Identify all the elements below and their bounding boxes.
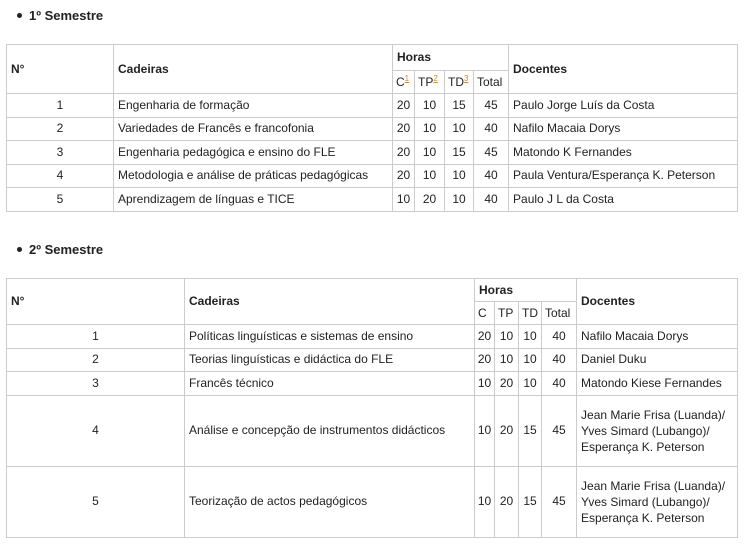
- cell-tp: 10: [495, 325, 519, 349]
- cell-no: 1: [7, 94, 114, 118]
- cell-total: 40: [474, 117, 509, 141]
- semester-2-title: 2º Semestre: [29, 242, 104, 257]
- header-no: N°: [7, 279, 185, 325]
- cell-total: 45: [474, 94, 509, 118]
- header-horas: Horas: [475, 279, 577, 302]
- cell-td: 15: [519, 466, 542, 537]
- cell-total: 40: [542, 325, 577, 349]
- cell-tp: 20: [415, 188, 445, 212]
- bullet-icon: [17, 13, 22, 18]
- cell-c: 20: [393, 94, 415, 118]
- header-cadeiras: Cadeiras: [114, 45, 393, 94]
- table-row: [7, 188, 738, 212]
- cell-no: 4: [7, 164, 114, 188]
- table-header-row: [7, 279, 738, 302]
- cell-cadeira: Aprendizagem de línguas e TICE: [114, 188, 393, 212]
- cell-tp: 10: [415, 164, 445, 188]
- cell-tp: 10: [495, 348, 519, 372]
- cell-c: 20: [393, 141, 415, 165]
- header-c: C: [475, 302, 495, 325]
- cell-td: 15: [519, 395, 542, 466]
- cell-tp: 20: [495, 466, 519, 537]
- cell-docentes: Paulo J L da Costa: [509, 188, 738, 212]
- cell-cadeira: Engenharia pedagógica e ensino do FLE: [114, 141, 393, 165]
- cell-tp: 20: [495, 372, 519, 396]
- cell-docentes: Daniel Duku: [577, 348, 738, 372]
- cell-no: 5: [7, 466, 185, 537]
- cell-docentes: Jean Marie Frisa (Luanda)/ Yves Simard (Lubango)/ Esperança K. Peterson: [577, 466, 738, 537]
- cell-docentes: Paulo Jorge Luís da Costa: [509, 94, 738, 118]
- cell-c: 20: [475, 325, 495, 349]
- cell-docentes: Matondo Kiese Fernandes: [577, 372, 738, 396]
- cell-td: 10: [519, 325, 542, 349]
- cell-total: 45: [542, 466, 577, 537]
- cell-cadeira: Teorias linguísticas e didáctica do FLE: [185, 348, 475, 372]
- table-row: [7, 325, 738, 349]
- header-c: C$^1$: [393, 71, 415, 94]
- cell-tp: 20: [495, 395, 519, 466]
- cell-total: 40: [542, 372, 577, 396]
- bullet-icon: [17, 247, 22, 252]
- table-header-row: [7, 45, 738, 71]
- cell-tp: 10: [415, 117, 445, 141]
- semester-1-heading: [17, 8, 103, 23]
- footnote-link-2[interactable]: 2: [433, 73, 438, 83]
- header-total: Total: [474, 71, 509, 94]
- cell-docentes: Nafilo Macaia Dorys: [577, 325, 738, 349]
- footnote-link-1[interactable]: 1: [404, 73, 410, 83]
- cell-cadeira: Análise e concepção de instrumentos didácticos: [185, 395, 475, 466]
- cell-cadeira: Variedades de Francês e francofonia: [114, 117, 393, 141]
- cell-c: 10: [475, 466, 495, 537]
- cell-cadeira: Francês técnico: [185, 372, 475, 396]
- table-row: [7, 348, 738, 372]
- cell-td: 10: [519, 372, 542, 396]
- cell-cadeira: Teorização de actos pedagógicos: [185, 466, 475, 537]
- cell-docentes: Paula Ventura/Esperança K. Peterson: [509, 164, 738, 188]
- cell-no: 3: [7, 141, 114, 165]
- cell-td: 10: [445, 164, 474, 188]
- cell-total: 45: [474, 141, 509, 165]
- cell-total: 45: [542, 395, 577, 466]
- cell-td: 10: [445, 117, 474, 141]
- cell-cadeira: Engenharia de formação: [114, 94, 393, 118]
- header-docentes: Docentes: [577, 279, 738, 325]
- header-horas: Horas: [393, 45, 509, 71]
- cell-docentes: Jean Marie Frisa (Luanda)/ Yves Simard (Lubango)/ Esperança K. Peterson: [577, 395, 738, 466]
- header-cadeiras: Cadeiras: [185, 279, 475, 325]
- table-row: [7, 395, 738, 466]
- semester-1-title: 1º Semestre: [29, 8, 104, 23]
- cell-td: 15: [445, 94, 474, 118]
- header-no: N°: [7, 45, 114, 94]
- cell-docentes: Matondo K Fernandes: [509, 141, 738, 165]
- header-total: Total: [542, 302, 577, 325]
- cell-c: 20: [475, 348, 495, 372]
- cell-no: 3: [7, 372, 185, 396]
- cell-no: 1: [7, 325, 185, 349]
- header-docentes: Docentes: [509, 45, 738, 94]
- header-td: TD$^3$: [445, 71, 474, 94]
- semester-2-table: [6, 278, 738, 538]
- cell-no: 2: [7, 348, 185, 372]
- cell-c: 10: [475, 395, 495, 466]
- header-td: TD: [519, 302, 542, 325]
- cell-total: 40: [474, 188, 509, 212]
- cell-cadeira: Políticas linguísticas e sistemas de ensino: [185, 325, 475, 349]
- table-row: [7, 466, 738, 537]
- cell-total: 40: [542, 348, 577, 372]
- cell-c: 10: [393, 188, 415, 212]
- cell-tp: 10: [415, 94, 445, 118]
- cell-c: 20: [393, 117, 415, 141]
- cell-c: 10: [475, 372, 495, 396]
- cell-td: 10: [519, 348, 542, 372]
- table-row: [7, 372, 738, 396]
- cell-no: 5: [7, 188, 114, 212]
- cell-tp: 10: [415, 141, 445, 165]
- cell-td: 15: [445, 141, 474, 165]
- table-row: [7, 141, 738, 165]
- cell-cadeira: Metodologia e análise de práticas pedagógicas: [114, 164, 393, 188]
- table-row: [7, 117, 738, 141]
- table-row: [7, 94, 738, 118]
- semester-1-table: [6, 44, 738, 212]
- semester-2-heading: [17, 242, 103, 257]
- cell-total: 40: [474, 164, 509, 188]
- cell-td: 10: [445, 188, 474, 212]
- cell-c: 20: [393, 164, 415, 188]
- cell-no: 2: [7, 117, 114, 141]
- header-tp: TP$^2$: [415, 71, 445, 94]
- header-tp: TP: [495, 302, 519, 325]
- footnote-link-3[interactable]: 3: [464, 73, 469, 83]
- cell-no: 4: [7, 395, 185, 466]
- cell-docentes: Nafilo Macaia Dorys: [509, 117, 738, 141]
- table-row: [7, 164, 738, 188]
